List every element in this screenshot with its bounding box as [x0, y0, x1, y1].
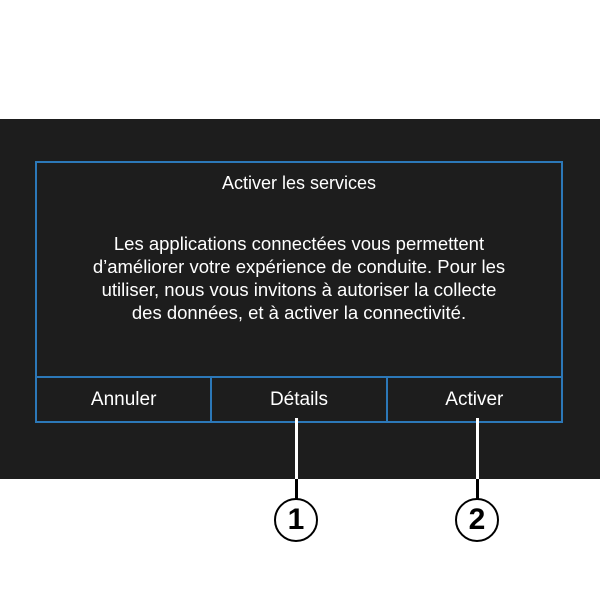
- activate-button[interactable]: Activer: [386, 378, 561, 421]
- dialog-message-line-3: utiliser, nous vous invitons à autoriser la collecte: [101, 279, 497, 300]
- dialog-button-bar: [37, 376, 561, 421]
- callout-1-marker: 1: [274, 498, 318, 542]
- display-screen: [0, 119, 600, 479]
- callout-2-leader-line-outer: [476, 479, 479, 499]
- activate-services-dialog: [35, 161, 563, 423]
- callout-1-leader-line-outer: [295, 479, 298, 499]
- dialog-message-line-4: des données, et à activer la connectivité.: [131, 302, 467, 323]
- dialog-message-line-2: d’améliorer votre expérience de conduite. Pour les: [92, 256, 506, 277]
- callout-2-marker: 2: [455, 498, 499, 542]
- details-button[interactable]: Détails: [210, 378, 385, 421]
- dialog-message-line-1: Les applications connectées vous permettent: [113, 233, 485, 254]
- cancel-button[interactable]: Annuler: [90, 388, 157, 410]
- dialog-message: [43, 232, 555, 324]
- callout-2-leader-line: [476, 418, 479, 480]
- dialog-title: Activer les services: [221, 173, 377, 193]
- callout-1-leader-line: [295, 418, 298, 480]
